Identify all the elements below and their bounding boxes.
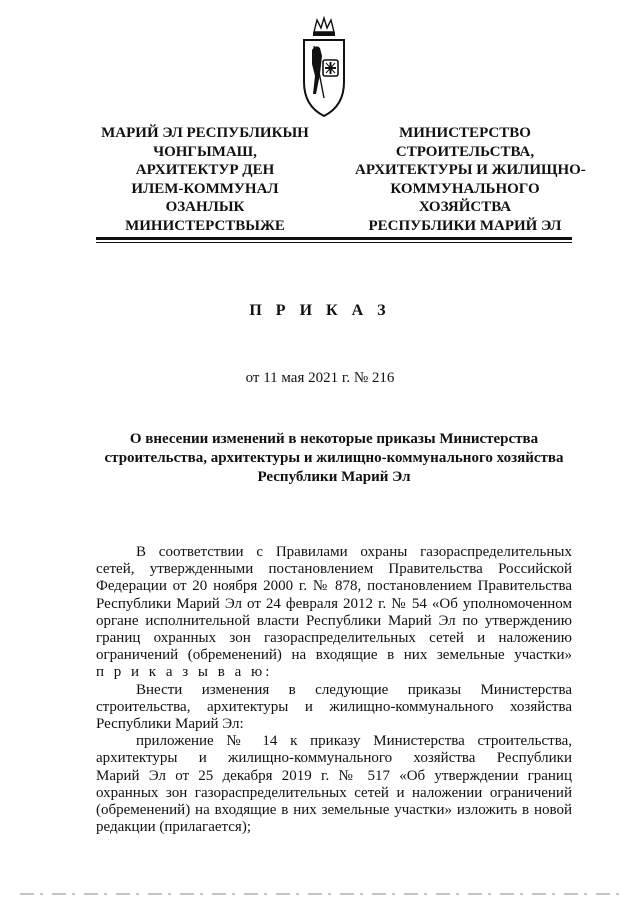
header-left-line: МАРИЙ ЭЛ РЕСПУБЛИКЫН (101, 125, 309, 141)
body-line: ограничений (обременений) на входящие в них земельные участки» (96, 647, 572, 664)
header-right-line: МИНИСТЕРСТВО (399, 125, 531, 141)
header-right-block (355, 124, 586, 235)
header-divider-thick (96, 237, 572, 240)
subject-line: строительства, архитектуры и жилищно-коммунального хозяйства (104, 450, 564, 466)
body-line: Марий Эл от 25 декабря 2019 г. № 517 «Об утверждении границ (96, 767, 572, 784)
body-line: Республики Марий Эл: (96, 716, 244, 733)
header-right-line: СТРОИТЕЛЬСТВА, (395, 143, 535, 160)
document-subject (96, 430, 572, 487)
subject-line: О внесении изменений в некоторые приказы Министерства (129, 431, 539, 447)
body-line: приложение № 14 к приказу Министерства строительства, (136, 733, 572, 750)
body-line: Республики Марий Эл от 24 февраля 2012 г. № 54 «Об уполномоченном (96, 595, 572, 612)
header-right-line: КОММУНАЛЬНОГО (390, 180, 540, 197)
header-right-line: АРХИТЕКТУРЫ И ЖИЛИЩНО- (355, 162, 586, 178)
header-divider-thin (96, 242, 572, 243)
header-left-line: АРХИТЕКТУР ДЕН (135, 162, 275, 178)
body-line: архитектуры и жилищно-коммунального хозяйства Республики (96, 750, 572, 767)
header-left-line: ИЛЕМ-КОММУНАЛ (131, 180, 279, 197)
scan-edge-mark (20, 893, 620, 895)
body-line: Федерации от 20 ноября 2000 г. № 878, постановлением Правительства (96, 578, 572, 595)
document-date-number: от 11 мая 2021 г. № 216 (245, 370, 395, 386)
header-right-line: РЕСПУБЛИКИ МАРИЙ ЭЛ (368, 217, 562, 234)
subject-line: Республики Марий Эл (257, 469, 411, 485)
body-line: органе исполнительной власти Республики Марий Эл по утверждению (96, 612, 572, 629)
body-line: границ охранных зон газораспределительных сетей и наложению (96, 630, 572, 647)
coat-of-arms-icon (300, 16, 348, 120)
body-line: охранных зон газораспределительных сетей и наложении ограничений (96, 784, 572, 801)
body-line: сетей, утвержденными постановлением Правительства Российской (96, 561, 572, 578)
header-left-block (95, 124, 315, 235)
body-line: редакции (прилагается); (96, 819, 251, 836)
header-left-line: ОЗАНЛЫК (165, 199, 245, 215)
header-left-line: ЧОНГЫМАШ, (153, 143, 257, 160)
header-right-line: ХОЗЯЙСТВА (418, 199, 512, 215)
body-line: (обременений) на входящие в них земельные участки» изложить в новой (96, 802, 572, 819)
header-left-line: МИНИСТЕРСТВЫЖЕ (125, 217, 285, 234)
body-line: Внести изменения в следующие приказы Министерства (136, 681, 572, 698)
body-line: строительства, архитектуры и жилищно-коммунального хозяйства (96, 698, 572, 715)
body-line: В соответствии с Правилами охраны газораспределительных (136, 544, 572, 560)
document-title: П Р И К А З (249, 302, 391, 319)
order-word: п р и к а з ы в а ю: (96, 664, 273, 681)
document-body (96, 544, 572, 836)
